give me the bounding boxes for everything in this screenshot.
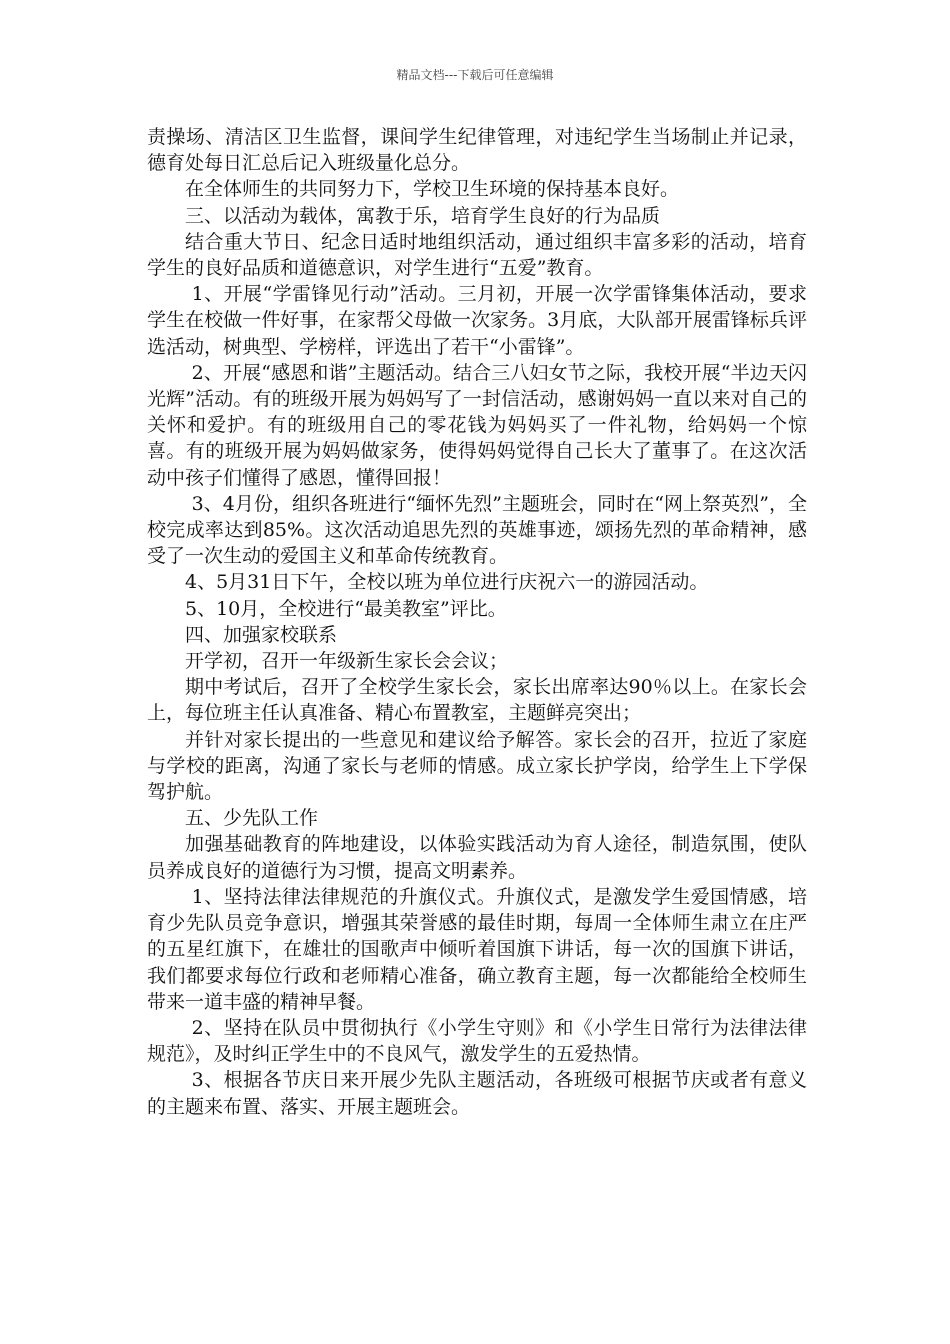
list-item: 2、坚持在队员中贯彻执行《小学生守则》和《小学生日常行为法律法律规范》，及时纠正学生中的不良风气，激发学生的五爱热情。: [147, 1016, 807, 1066]
paragraph: 责操场、清洁区卫生监督，课间学生纪律管理，对违纪学生当场制止并记录，德育处每日汇总后记入班级量化总分。: [147, 126, 807, 175]
list-item: 1、坚持法律法律规范的升旗仪式。升旗仪式，是激发学生爱国情感，培育少先队员竞争意识，增强其荣誉感的最佳时期，每周一全体师生肃立在庄严的五星红旗下，在雄壮的国歌声中倾听着国旗下讲话，每一次的国旗下讲话，我们都要求每位行政和老师精心准备，确立教育主题，每一次都能给全校师生带来一道丰盛的精神早餐。: [147, 885, 807, 1013]
list-item: 3、4月份，组织各班进行“缅怀先烈”主题班会，同时在“网上祭英烈”，全校完成率达到85%。这次活动追思先烈的英雄事迹，颂扬先烈的革命精神，感受了一次生动的爱国主义和革命传统教育。: [147, 492, 807, 568]
section-heading: 三、以活动为载体，寓教于乐，培育学生良好的行为品质: [185, 204, 661, 227]
list-item: 4、5月31日下午，全校以班为单位进行庆祝六一的游园活动。: [185, 571, 709, 594]
document-body: [147, 124, 807, 1120]
section-heading: 五、少先队工作: [185, 807, 319, 830]
paragraph: 加强基础教育的阵地建设，以体验实践活动为育人途径，制造氛围，使队员养成良好的道德行为习惯，提高文明素养。: [147, 833, 807, 882]
paragraph: 开学初，召开一年级新生家长会会议；: [185, 650, 509, 673]
list-item: 2、开展“感恩和谐”主题活动。结合三八妇女节之际，我校开展“半边天闪光辉”活动。有的班级开展为妈妈写了一封信活动，感谢妈妈一直以来对自己的关怀和爱护。有的班级用自己的零花钱为妈妈买了一件礼物，给妈妈一个惊喜。有的班级开展为妈妈做家务，使得妈妈觉得自己长大了董事了。在这次活动中孩子们懂得了感恩，懂得回报！: [147, 361, 807, 489]
list-item: 3、根据各节庆日来开展少先队主题活动，各班级可根据节庆或者有意义的主题来布置、落实、开展主题班会。: [147, 1069, 807, 1118]
paragraph: 并针对家长提出的一些意见和建议给予解答。家长会的召开，拉近了家庭与学校的距离，沟通了家长与老师的情感。成立家长护学岗，给学生上下学保驾护航。: [147, 728, 807, 804]
page-header: 精品文档---下载后可任意编辑: [396, 68, 554, 82]
paragraph: 期中考试后，召开了全校学生家长会，家长出席率达90％以上。在家长会上，每位班主任认真准备、精心布置教室，主题鲜亮突出；: [147, 676, 807, 725]
paragraph: 在全体师生的共同努力下，学校卫生环境的保持基本良好。: [185, 178, 680, 201]
list-item: 5、10月，全校进行“最美教室”评比。: [185, 597, 507, 620]
paragraph: 结合重大节日、纪念日适时地组织活动，通过组织丰富多彩的活动，培育学生的良好品质和道德意识，对学生进行“五爱”教育。: [147, 230, 807, 280]
list-item: 1、开展“学雷锋见行动”活动。三月初，开展一次学雷锋集体活动，要求学生在校做一件好事，在家帮父母做一次家务。3月底，大队部开展雷锋标兵评选活动，树典型、学榜样，评选出了若干“小雷锋”。: [147, 283, 807, 358]
section-heading: 四、加强家校联系: [185, 623, 338, 646]
